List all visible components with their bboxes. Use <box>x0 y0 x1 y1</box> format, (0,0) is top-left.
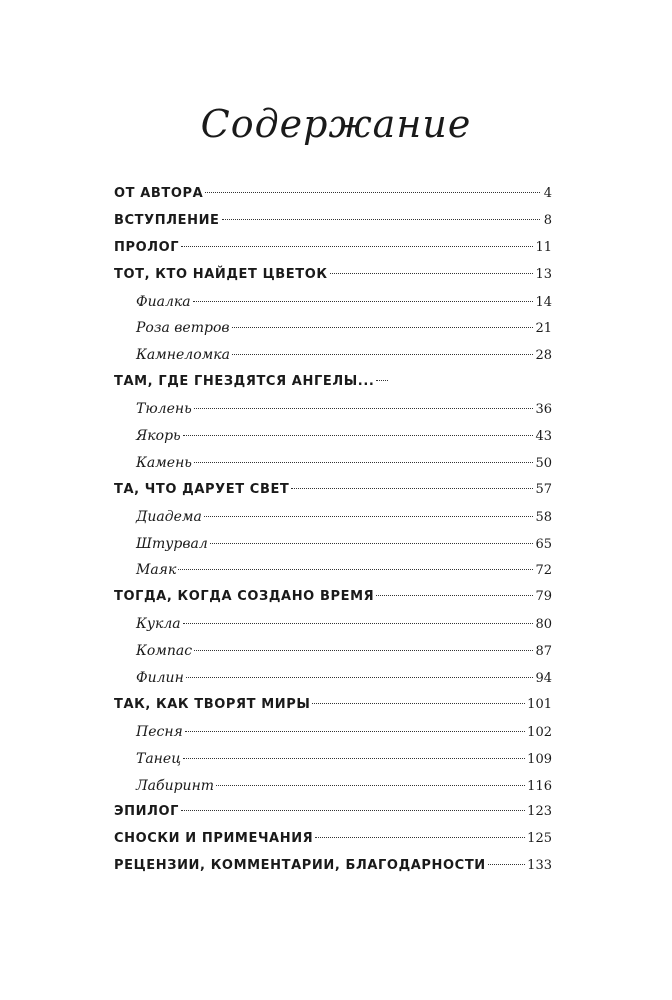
toc-dot-leader <box>183 435 534 436</box>
toc-dot-leader <box>376 380 388 381</box>
toc-chapter-entry <box>114 477 552 504</box>
toc-section-entry <box>114 719 552 746</box>
toc-chapter-entry <box>114 826 552 853</box>
toc-entry-label: Роза ветров <box>136 320 230 337</box>
toc-section-entry <box>114 504 552 531</box>
toc-dot-leader <box>183 758 525 759</box>
toc-entry-label: Маяк <box>136 562 177 579</box>
toc-entry-label: ТАМ, ГДЕ ГНЕЗДЯТСЯ АНГЕЛЫ... <box>114 374 375 390</box>
toc-dot-leader <box>194 408 534 409</box>
toc-page-number: 133 <box>527 858 552 874</box>
toc-dot-leader <box>193 301 534 302</box>
toc-entry-label: ТАК, КАК ТВОРЯТ МИРЫ <box>114 696 311 712</box>
toc-page-number: 28 <box>535 348 552 364</box>
toc-page-number: 101 <box>527 696 552 712</box>
toc-page-number: 50 <box>535 455 552 471</box>
toc-dot-leader <box>488 864 525 865</box>
toc-chapter-entry <box>114 692 552 719</box>
toc-page-number: 125 <box>527 831 552 847</box>
toc-dot-leader <box>205 192 540 193</box>
toc-page-number: 13 <box>535 266 552 282</box>
toc-chapter-entry <box>114 369 552 396</box>
toc-page-number: 72 <box>535 563 552 579</box>
toc-page-number: 36 <box>535 402 552 418</box>
toc-page-number: 65 <box>535 536 552 552</box>
toc-dot-leader <box>185 731 525 732</box>
toc-dot-leader <box>312 703 525 704</box>
toc-chapter-entry <box>114 235 552 262</box>
toc-dot-leader <box>178 569 533 570</box>
toc-page-number: 4 <box>543 186 552 201</box>
toc-section-entry <box>114 611 552 638</box>
toc-dot-leader <box>204 516 534 517</box>
toc-dot-leader <box>216 785 525 786</box>
toc-entry-label: ПРОЛОГ <box>114 239 180 255</box>
toc-dot-leader <box>222 219 540 220</box>
toc-entry-label: Компас <box>136 643 193 660</box>
toc-entry-label: Камень <box>136 454 192 471</box>
toc-section-entry <box>114 450 552 477</box>
toc-entry-label: Фиалка <box>136 293 191 310</box>
toc-page-number: 57 <box>535 481 552 497</box>
toc-entry-label: ТОГДА, КОГДА СОЗДАНО ВРЕМЯ <box>114 589 375 605</box>
toc-page-number: 8 <box>543 212 552 228</box>
toc-chapter-entry <box>114 584 552 611</box>
toc-dot-leader <box>232 354 534 355</box>
toc-entry-label: СНОСКИ И ПРИМЕЧАНИЯ <box>114 831 314 847</box>
toc-section-entry <box>114 342 552 369</box>
toc-section-entry <box>114 638 552 665</box>
toc-entry-label: Штурвал <box>136 535 208 552</box>
toc-page-number: 58 <box>535 509 552 525</box>
toc-dot-leader <box>181 246 533 247</box>
toc-dot-leader <box>194 650 533 651</box>
toc-entry-label: Лабиринт <box>136 777 215 794</box>
toc-dot-leader <box>232 327 534 328</box>
toc-page-number: 102 <box>527 724 552 740</box>
toc-section-entry <box>114 557 552 584</box>
page-title: Содержание <box>200 102 472 146</box>
toc-dot-leader <box>194 462 534 463</box>
toc-section-entry <box>114 315 552 342</box>
toc-page-number: 87 <box>535 644 552 660</box>
toc-entry-label: РЕЦЕНЗИИ, КОММЕНТАРИИ, БЛАГОДАРНОСТИ <box>114 858 486 874</box>
toc-entry-label: ТОТ, КТО НАЙДЕТ ЦВЕТОК <box>114 266 328 282</box>
toc-dot-leader <box>183 623 534 624</box>
toc-page-number: 94 <box>535 671 552 687</box>
toc-entry-label: Танец <box>136 750 181 767</box>
toc-entry-label: ВСТУПЛЕНИЕ <box>114 212 220 228</box>
toc-page-number: 11 <box>535 239 552 255</box>
toc-entry-label: Диадема <box>136 508 202 525</box>
toc-page-number: 14 <box>535 294 552 310</box>
toc-entry-label: Камнеломка <box>136 347 230 364</box>
toc-entry-label: Кукла <box>136 616 181 633</box>
toc-dot-leader <box>186 677 534 678</box>
toc-section-entry <box>114 665 552 692</box>
toc-dot-leader <box>210 543 534 544</box>
toc-dot-leader <box>376 595 533 596</box>
toc-page-number: 43 <box>535 429 552 445</box>
toc-page-number: 123 <box>527 804 552 820</box>
toc-entry-label: Филин <box>136 670 184 687</box>
toc-entry-label: Тюлень <box>136 401 192 418</box>
toc-page-number: 109 <box>527 751 552 767</box>
toc-page-number: 21 <box>535 321 552 337</box>
toc-section-entry <box>114 773 552 800</box>
toc-dot-leader <box>315 837 525 838</box>
toc-entry-label: Якорь <box>136 428 181 445</box>
toc-chapter-entry <box>114 262 552 289</box>
toc-page-number: 80 <box>535 617 552 633</box>
toc-section-entry <box>114 423 552 450</box>
toc-entry-label: Песня <box>136 723 183 740</box>
table-of-contents <box>114 181 552 880</box>
toc-chapter-entry <box>114 853 552 880</box>
toc-dot-leader <box>330 273 534 274</box>
toc-chapter-entry <box>114 181 552 208</box>
toc-section-entry <box>114 396 552 423</box>
toc-entry-label: ОТ АВТОРА <box>114 186 204 201</box>
toc-section-entry <box>114 746 552 773</box>
toc-section-entry <box>114 289 552 316</box>
toc-section-entry <box>114 531 552 558</box>
toc-page-number: 79 <box>535 589 552 605</box>
toc-entry-label: ТА, ЧТО ДАРУЕТ СВЕТ <box>114 481 290 497</box>
toc-page-number: 116 <box>527 778 552 794</box>
toc-chapter-entry <box>114 799 552 826</box>
toc-dot-leader <box>181 810 525 811</box>
toc-chapter-entry <box>114 208 552 235</box>
toc-dot-leader <box>291 488 533 489</box>
toc-entry-label: ЭПИЛОГ <box>114 804 180 820</box>
